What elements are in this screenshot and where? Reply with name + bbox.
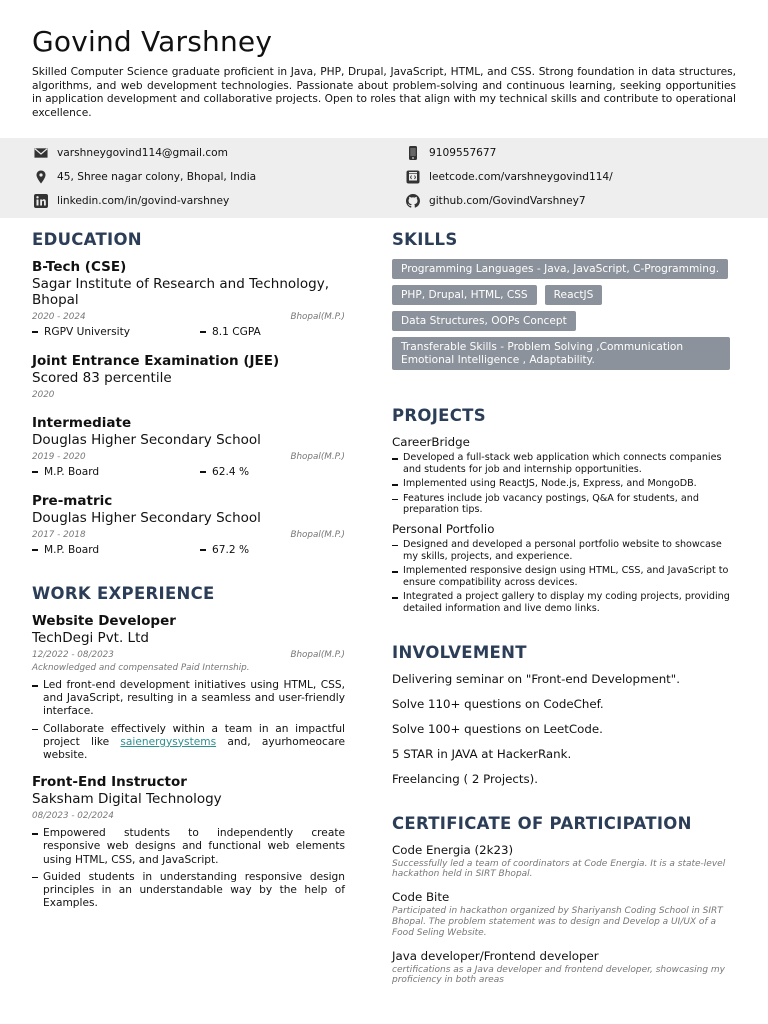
education-entry xyxy=(32,259,345,338)
certificate-entry xyxy=(392,890,732,938)
github-icon xyxy=(406,194,420,208)
grade-text: 62.4 % xyxy=(212,466,250,478)
projects-heading: PROJECTS xyxy=(392,406,486,425)
company-name: Saksham Digital Technology xyxy=(32,791,222,808)
degree-title: B-Tech (CSE) xyxy=(32,259,127,275)
project-bullets xyxy=(392,539,732,615)
contact-address xyxy=(34,170,256,184)
degree-title: Joint Entrance Examination (JEE) xyxy=(32,353,280,369)
github-text: github.com/GovindVarshney7 xyxy=(429,195,586,207)
involvement-item: Solve 100+ questions on LeetCode. xyxy=(392,721,603,736)
education-entry xyxy=(32,415,345,478)
involvement-item: Delivering seminar on "Front-end Development". xyxy=(392,671,680,686)
project-bullet: Integrated a project gallery to display my coding projects, providing detailed information and live demo links. xyxy=(392,591,732,614)
phone-icon xyxy=(406,146,420,160)
work-entry xyxy=(32,613,345,762)
education-heading: EDUCATION xyxy=(32,230,142,249)
degree-title: Pre-matric xyxy=(32,493,113,509)
entry-location: Bhopal(M.P.) xyxy=(290,312,345,322)
project-title: CareerBridge xyxy=(392,435,470,449)
certificate-title: Java developer/Frontend developer xyxy=(392,948,599,963)
contact-leetcode[interactable] xyxy=(406,170,613,184)
entry-date: 12/2022 - 08/2023 xyxy=(32,650,114,660)
education-entry xyxy=(32,353,345,400)
entry-date: 08/2023 - 02/2024 xyxy=(32,811,114,822)
entry-location: Bhopal(M.P.) xyxy=(290,452,345,462)
skills-heading: SKILLS xyxy=(392,230,458,249)
entry-meta xyxy=(32,530,345,540)
institution-name: Douglas Higher Secondary School xyxy=(32,510,261,526)
certificate-entry xyxy=(392,843,732,881)
project-bullets xyxy=(392,452,732,516)
job-title: Front-End Instructor xyxy=(32,774,187,791)
project-bullet: Features include job vacancy postings, Q&A for students, and preparation tips. xyxy=(392,493,732,516)
involvement-item: 5 STAR in JAVA at HackerRank. xyxy=(392,746,572,761)
entry-details xyxy=(32,544,345,556)
involvement-list xyxy=(392,672,732,786)
left-column xyxy=(32,230,345,914)
phone-text: 9109557677 xyxy=(429,147,497,159)
degree-title: Intermediate xyxy=(32,415,132,431)
certificate-description: certifications as a Java developer and frontend developer, showcasing my proficiency in both areas xyxy=(392,964,725,986)
entry-note: Acknowledged and compensated Paid Internship. xyxy=(32,663,250,673)
certificate-title: Code Bite xyxy=(392,890,450,905)
project-bullet: Implemented responsive design using HTML, CSS, and JavaScript to ensure compatibility across devices. xyxy=(392,565,732,588)
work-bullet: Collaborate effectively within a team in an impactful project like saienergysystems and, ayurhomeocare website. xyxy=(32,723,345,763)
address-text: 45, Shree nagar colony, Bhopal, India xyxy=(57,171,257,183)
entry-date: 2017 - 2018 xyxy=(32,530,86,540)
entry-meta xyxy=(32,390,345,400)
contact-github[interactable] xyxy=(406,194,586,208)
institution-name: Sagar Institute of Research and Technology, Bhopal xyxy=(32,276,329,308)
entry-meta xyxy=(32,312,345,322)
certificate-title: Code Energia (2k23) xyxy=(392,842,514,857)
involvement-item: Freelancing ( 2 Projects). xyxy=(392,771,538,786)
project-bullet: Designed and developed a personal portfolio website to showcase my skills, projects, and experience. xyxy=(392,539,732,562)
project-bullet: Developed a full-stack web application which connects companies and students for job and internship opportunities. xyxy=(392,452,732,475)
certificate-description: Successfully led a team of coordinators at Code Energia. It is a state-level hackathon held in SIRT Bhopal. xyxy=(392,858,726,880)
education-entry xyxy=(32,493,345,556)
certificates-heading: CERTIFICATE OF PARTICIPATION xyxy=(392,813,692,833)
entry-date: 2020 - 2024 xyxy=(32,312,86,322)
entry-location: Bhopal(M.P.) xyxy=(290,530,345,540)
board-text: RGPV University xyxy=(44,326,131,338)
entry-meta xyxy=(32,650,345,660)
project-entry xyxy=(392,522,732,615)
entry-details xyxy=(32,466,345,478)
entry-date: 2020 xyxy=(32,390,55,400)
entry-meta xyxy=(32,452,345,462)
skill-chip: Data Structures, OOPs Concept xyxy=(392,311,576,331)
entry-meta xyxy=(32,811,345,821)
profile-summary: Skilled Computer Science graduate proficient in Java, PHP, Drupal, JavaScript, HTML, and CSS. Strong foundation in data structures, algorithms, and web development technologies. Passionate about problem-solving and continuous learning, seeking opportunities in application development and collaborative projects. Open to roles that align with my technical skills and contribute to operational excellence. xyxy=(32,66,736,119)
skill-chip: PHP, Drupal, HTML, CSS xyxy=(392,285,537,305)
job-title: Website Developer xyxy=(32,613,176,629)
grade-text: 67.2 % xyxy=(212,544,250,556)
location-icon xyxy=(34,170,48,184)
certificate-entry xyxy=(392,949,732,987)
email-text: varshneygovind114@gmail.com xyxy=(57,147,228,159)
certificate-description: Participated in hackathon organized by Shariyansh Coding School in SIRT Bhopal. The problem statement was to design and Develop a UI/UX of a Food Seling Website. xyxy=(392,906,723,938)
work-bullet: Empowered students to independently create responsive web designs and functional web elements using HTML, CSS, and JavaScript. xyxy=(32,827,345,867)
project-entry xyxy=(392,435,732,516)
entry-location: Bhopal(M.P.) xyxy=(290,650,345,660)
skill-chip: ReactJS xyxy=(545,285,603,305)
contact-linkedin[interactable] xyxy=(34,194,229,208)
board-text: M.P. Board xyxy=(44,544,100,556)
work-bullet: Guided students in understanding responsive design principles in an understandable way by the help of Examples. xyxy=(32,871,345,911)
involvement-item: Solve 110+ questions on CodeChef. xyxy=(392,696,604,711)
saienergysystems-link[interactable]: saienergysystems xyxy=(120,735,217,748)
resume-header xyxy=(0,0,768,120)
linkedin-text: linkedin.com/in/govind-varshney xyxy=(57,195,230,207)
board-text: M.P. Board xyxy=(44,466,100,478)
contact-band xyxy=(0,138,768,218)
involvement-heading: INVOLVEMENT xyxy=(392,642,527,662)
institution-name: Scored 83 percentile xyxy=(32,370,172,386)
work-bullet: Led front-end development initiatives using HTML, CSS, and JavaScript, resulting in a seamless and user-friendly interface. xyxy=(32,679,345,719)
work-entry xyxy=(32,774,345,910)
entry-date: 2019 - 2020 xyxy=(32,452,86,462)
project-title: Personal Portfolio xyxy=(392,521,495,536)
skill-chip: Programming Languages - Java, JavaScript, C-Programming. xyxy=(392,259,728,279)
grade-text: 8.1 CGPA xyxy=(212,326,261,338)
work-experience-heading: WORK EXPERIENCE xyxy=(32,584,215,603)
institution-name: Douglas Higher Secondary School xyxy=(32,432,261,448)
contact-phone[interactable] xyxy=(406,146,496,160)
candidate-name: Govind Varshney xyxy=(32,25,273,58)
work-bullets xyxy=(32,679,345,762)
company-name: TechDegi Pvt. Ltd xyxy=(32,630,149,646)
leetcode-text: leetcode.com/varshneygovind114/ xyxy=(429,171,613,183)
entry-details xyxy=(32,326,345,338)
project-bullet: Implemented using ReactJS, Node.js, Express, and MongoDB. xyxy=(392,478,732,490)
linkedin-icon xyxy=(34,194,48,208)
work-bullets xyxy=(32,827,345,910)
contact-email[interactable] xyxy=(34,146,228,160)
leetcode-icon xyxy=(406,170,420,184)
skill-chip: Transferable Skills - Problem Solving ,Communication Emotional Intelligence , Adaptability. xyxy=(392,337,730,370)
right-column xyxy=(392,230,732,996)
skills-list xyxy=(392,259,732,370)
email-icon xyxy=(34,146,48,160)
